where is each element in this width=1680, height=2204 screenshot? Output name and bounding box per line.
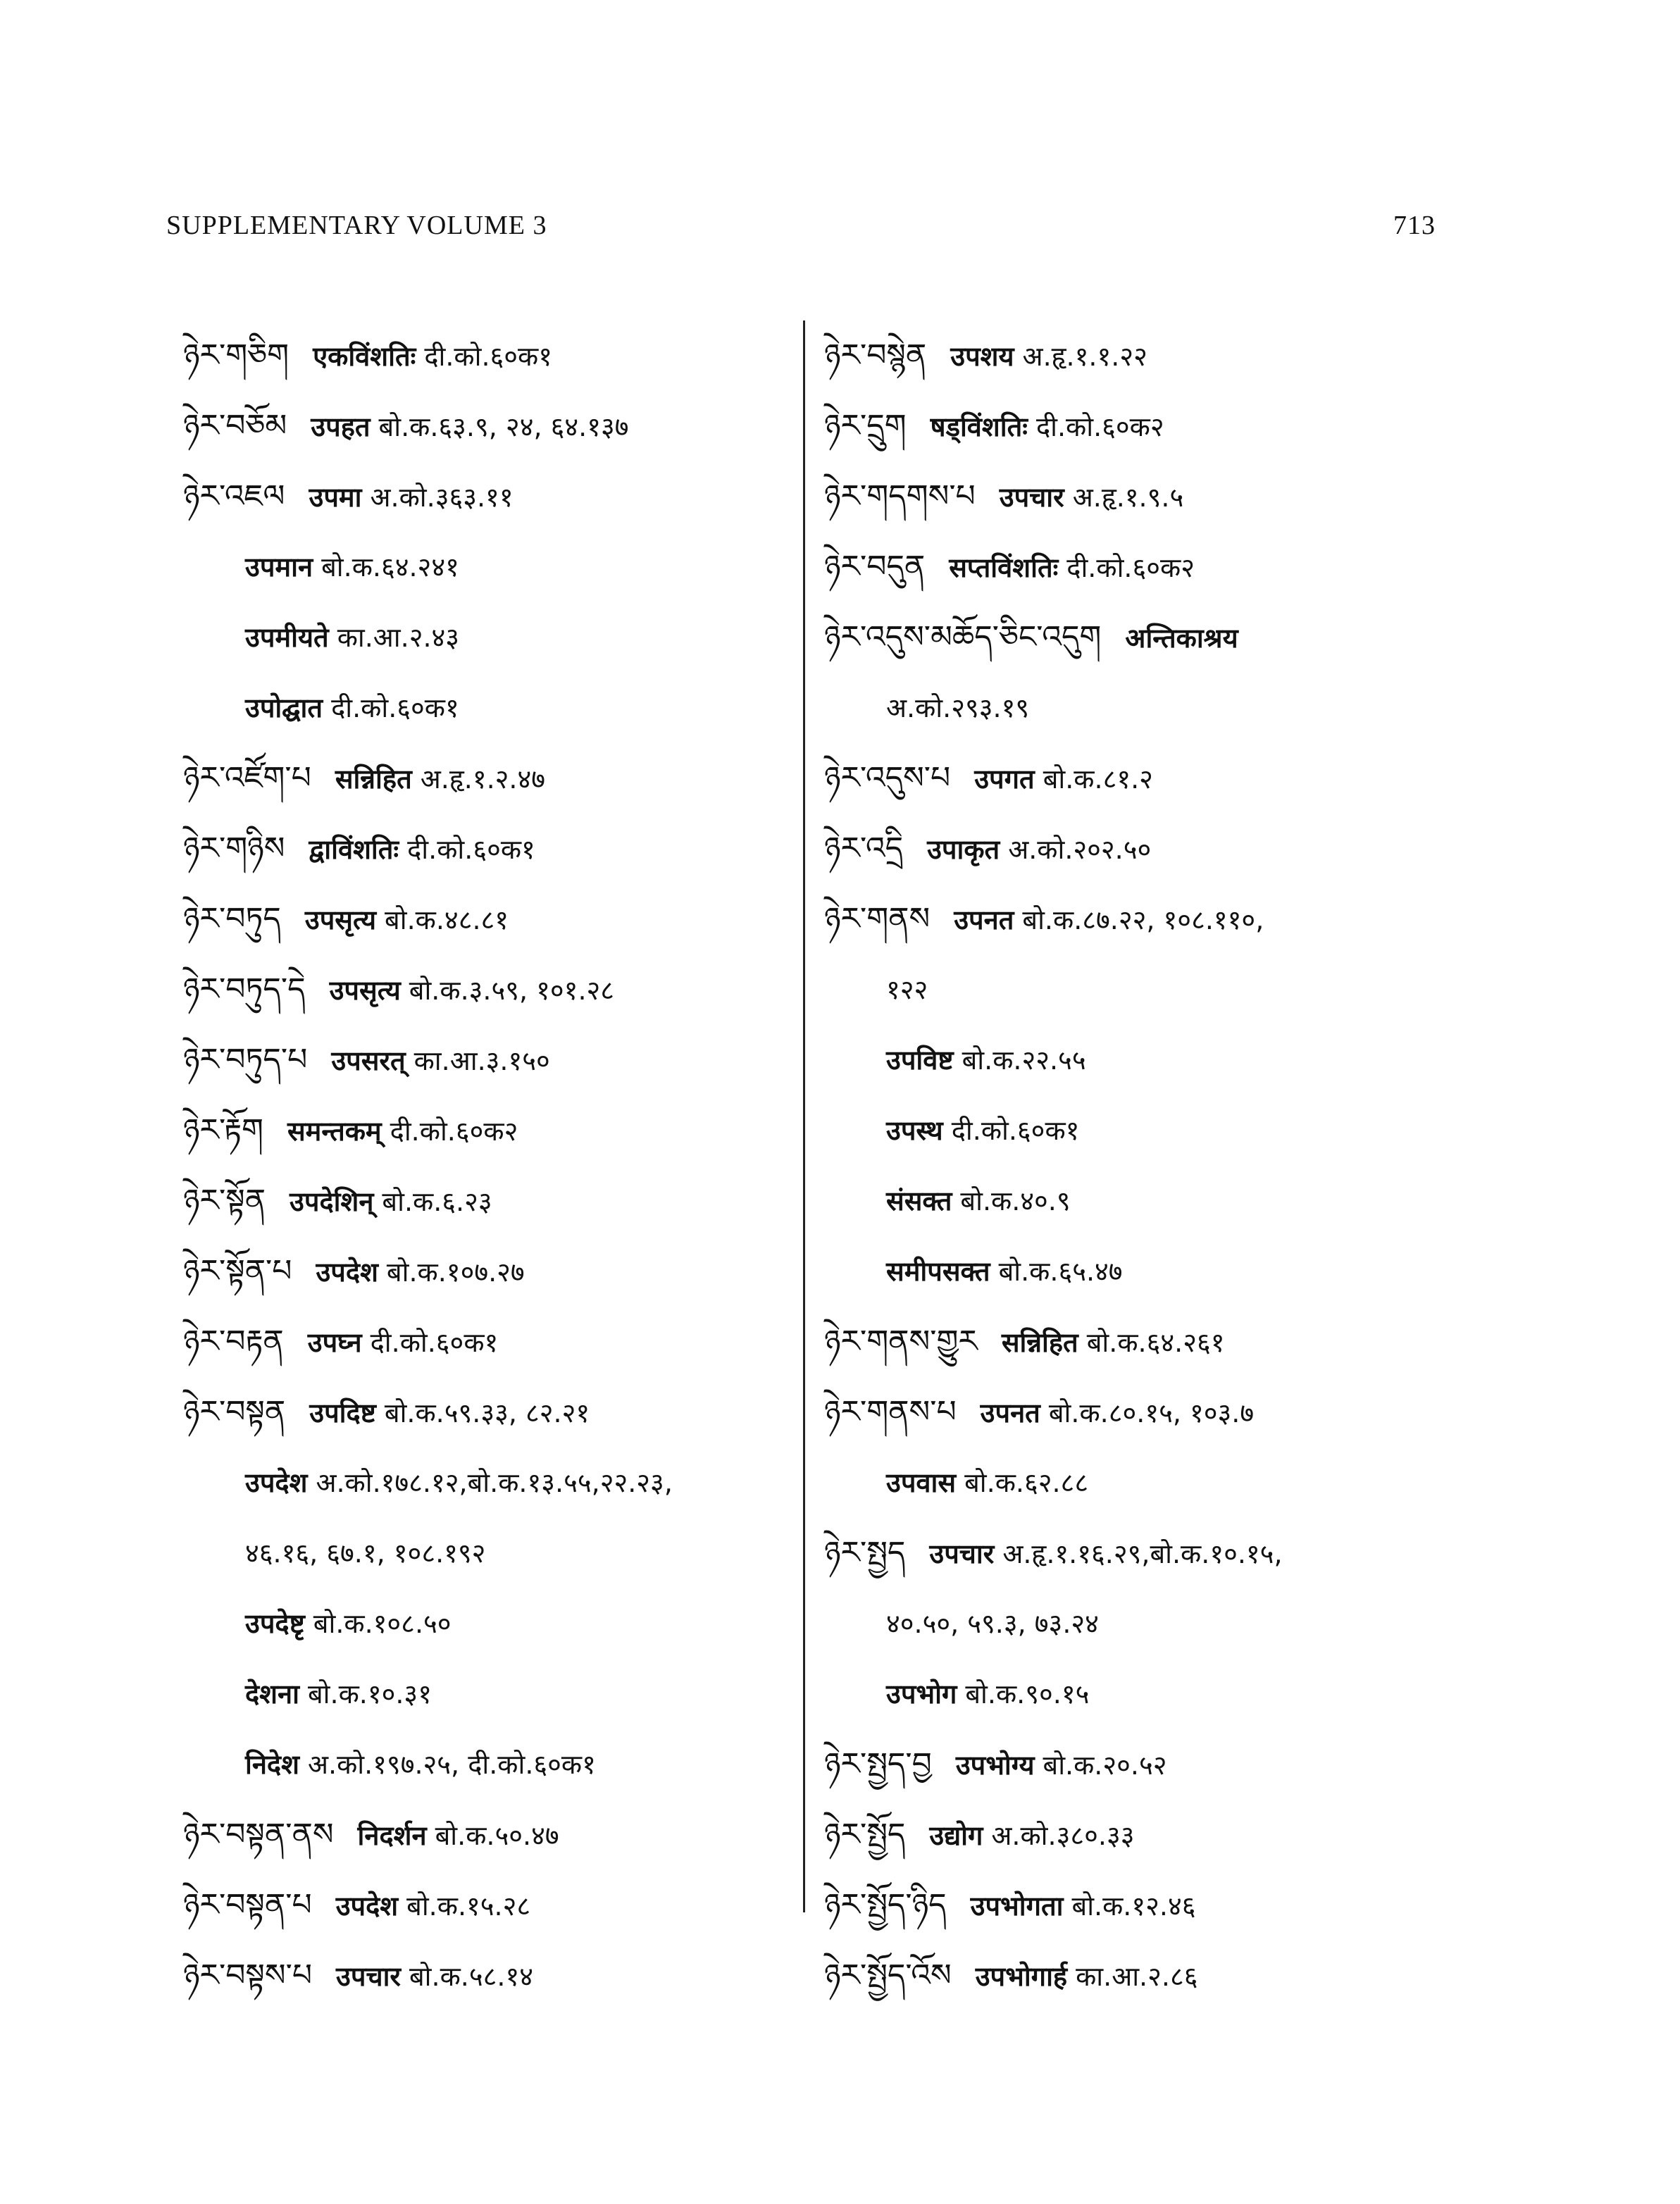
dictionary-entry bbox=[183, 391, 789, 461]
dictionary-entry bbox=[824, 1870, 1458, 1941]
tibetan-term: ཉེར་བརྟན bbox=[183, 1324, 284, 1359]
source-reference: बो.क.५०.४७ bbox=[435, 1820, 559, 1851]
source-reference: अ.हृ.१.२.४७ bbox=[420, 764, 546, 795]
source-reference: दी.को.६०क१ bbox=[370, 1327, 499, 1358]
dictionary-entry bbox=[824, 1307, 1458, 1377]
sub-entry bbox=[183, 1588, 789, 1659]
dictionary-entry bbox=[824, 1729, 1458, 1800]
sanskrit-headword: उपभोगार्ह bbox=[975, 1961, 1068, 1992]
source-reference: बो.क.८०.१५, १०३.७ bbox=[1048, 1397, 1255, 1428]
sanskrit-headword: देशना bbox=[245, 1679, 299, 1710]
dictionary-entry bbox=[824, 391, 1458, 461]
sub-entry bbox=[824, 1447, 1458, 1518]
sanskrit-headword: उद्योग bbox=[929, 1820, 983, 1851]
source-reference: बो.क.१०.३१ bbox=[307, 1679, 432, 1710]
dictionary-entry bbox=[824, 1941, 1458, 2011]
sub-entry bbox=[183, 602, 789, 673]
source-reference: अ.को.२०२.५० bbox=[1008, 834, 1152, 865]
running-header: SUPPLEMENTARY VOLUME 3 bbox=[166, 211, 547, 240]
source-reference: अ.हृ.१.१६.२९,बो.क.१०.१५, bbox=[1002, 1538, 1283, 1569]
right-column bbox=[824, 320, 1458, 2011]
sanskrit-headword: उपहत bbox=[311, 411, 371, 442]
source-reference: बो.क.६३.९, २४, ६४.१३७ bbox=[378, 411, 629, 442]
tibetan-term: ཉེར་གཉིས bbox=[183, 830, 285, 866]
dictionary-entry bbox=[183, 1166, 789, 1236]
sanskrit-headword: एकविंशतिः bbox=[313, 341, 416, 372]
sanskrit-headword: उपनत bbox=[954, 904, 1014, 935]
tibetan-term: ཉེར་འཇལ bbox=[183, 478, 285, 514]
dictionary-entry bbox=[183, 320, 789, 391]
tibetan-term: ཉེར་འདུས་པ bbox=[824, 760, 951, 796]
tibetan-term: ཉེར་བསྟས་པ bbox=[183, 1957, 313, 1993]
tibetan-term: ཉེར་རྟོག bbox=[183, 1112, 263, 1148]
sanskrit-headword: सन्निहित bbox=[335, 764, 412, 795]
tibetan-term: ཉེར་སྤྱོད་འོས bbox=[824, 1957, 952, 1993]
source-reference: बो.क.८१.२ bbox=[1043, 764, 1153, 795]
dictionary-entry bbox=[183, 1800, 789, 1870]
tibetan-term: ཉེར་གནས bbox=[824, 901, 931, 937]
dictionary-entry bbox=[183, 461, 789, 532]
tibetan-term: ཉེར་སྤྱོད bbox=[824, 1817, 906, 1853]
sub-entry bbox=[824, 1659, 1458, 1729]
dictionary-entry bbox=[824, 602, 1458, 673]
dictionary-entry bbox=[824, 320, 1458, 391]
dictionary-entry bbox=[183, 1377, 789, 1447]
dictionary-entry bbox=[824, 1518, 1458, 1588]
dictionary-entry bbox=[824, 532, 1458, 602]
tibetan-term: ཉེར་བསྟན bbox=[183, 1394, 286, 1430]
sanskrit-headword: द्वाविंशतिः bbox=[309, 834, 399, 865]
continuation-line bbox=[824, 673, 1458, 743]
source-reference: बो.क.६५.४७ bbox=[998, 1256, 1123, 1287]
dictionary-entry bbox=[183, 1307, 789, 1377]
sanskrit-headword: उपसरत् bbox=[331, 1045, 406, 1076]
dictionary-entry bbox=[183, 743, 789, 814]
sanskrit-headword: उपस्थ bbox=[886, 1115, 943, 1146]
dictionary-entry bbox=[183, 954, 789, 1025]
page-number: 713 bbox=[1393, 211, 1436, 240]
sanskrit-headword: उपदेशिन् bbox=[290, 1186, 374, 1217]
sanskrit-headword: उपमा bbox=[309, 482, 362, 513]
source-reference: अ.को.३८०.३३ bbox=[991, 1820, 1135, 1851]
sub-entry bbox=[824, 1025, 1458, 1095]
source-reference: बो.क.१५.२८ bbox=[406, 1891, 531, 1922]
dictionary-entry bbox=[183, 814, 789, 884]
source-reference: दी.को.६०क२ bbox=[1066, 552, 1195, 583]
dictionary-entry bbox=[183, 1236, 789, 1307]
source-reference: अ.को.१७८.१२,बो.क.१३.५५,२२.२३, bbox=[316, 1467, 673, 1498]
source-reference: बो.क.१०७.२७ bbox=[386, 1257, 525, 1288]
column-divider bbox=[803, 320, 805, 1912]
source-reference: बो.क.५८.१४ bbox=[409, 1961, 533, 1992]
dictionary-entry bbox=[824, 1800, 1458, 1870]
tibetan-term: ཉེར་གདགས་པ bbox=[824, 478, 976, 514]
dictionary-entry bbox=[824, 814, 1458, 884]
tibetan-term: ཉེར་བཏུད་པ bbox=[183, 1042, 308, 1078]
dictionary-entry bbox=[183, 1095, 789, 1166]
tibetan-term: ཉེར་བཏུད་དེ bbox=[183, 971, 306, 1007]
sanskrit-headword: उपसृत्य bbox=[304, 904, 377, 935]
sub-entry bbox=[183, 1447, 789, 1518]
dictionary-entry bbox=[183, 884, 789, 954]
source-reference: बो.क.४८.८१ bbox=[385, 904, 509, 935]
sanskrit-headword: उपदेश bbox=[335, 1891, 399, 1922]
tibetan-term: ཉེར་གཅིག bbox=[183, 337, 290, 373]
source-reference: बो.क.१०८.५० bbox=[313, 1608, 452, 1639]
source-reference: बो.क.९०.१५ bbox=[965, 1679, 1090, 1710]
source-reference: १२२ bbox=[886, 974, 928, 1005]
tibetan-term: ཉེར་སྤྱོད་ཉིད bbox=[824, 1887, 947, 1923]
sub-entry bbox=[183, 532, 789, 602]
tibetan-term: ཉེར་སྤྱད་བྱ bbox=[824, 1746, 932, 1782]
sanskrit-headword: उपदेश bbox=[245, 1467, 308, 1498]
sanskrit-headword: सप्तविंशतिः bbox=[949, 552, 1059, 583]
tibetan-term: ཉེར་བསྙེན bbox=[824, 337, 927, 373]
source-reference: का.आ.३.१५० bbox=[413, 1045, 550, 1076]
dictionary-entry bbox=[824, 461, 1458, 532]
sanskrit-headword: उपमान bbox=[245, 552, 313, 583]
source-reference: अ.को.२९३.१९ bbox=[886, 692, 1030, 723]
source-reference: अ.को.३६३.११ bbox=[370, 482, 514, 513]
tibetan-term: ཉེར་བསྟན་ནས bbox=[183, 1817, 334, 1853]
sub-entry bbox=[183, 1659, 789, 1729]
tibetan-term: ཉེར་དྲུག bbox=[824, 408, 907, 444]
sanskrit-headword: समन्तकम् bbox=[287, 1116, 382, 1147]
source-reference: का.आ.२.४३ bbox=[337, 622, 460, 653]
sub-entry bbox=[824, 1166, 1458, 1236]
continuation-line bbox=[824, 1588, 1458, 1659]
source-reference: बो.क.१२.४६ bbox=[1071, 1891, 1196, 1922]
sanskrit-headword: निदेश bbox=[245, 1749, 299, 1780]
dictionary-entry bbox=[824, 743, 1458, 814]
sanskrit-headword: उपनत bbox=[980, 1397, 1040, 1428]
tibetan-term: ཉེར་བཅོམ bbox=[183, 408, 287, 444]
sanskrit-headword: उपाकृत bbox=[927, 834, 1000, 865]
left-column bbox=[183, 320, 789, 2011]
continuation-line bbox=[183, 1518, 789, 1588]
sanskrit-headword: उपभोग्य bbox=[955, 1750, 1035, 1781]
tibetan-term: ཉེར་འདྲི bbox=[824, 830, 904, 866]
tibetan-term: ཉེར་གནས་གྱུར bbox=[824, 1324, 978, 1359]
tibetan-term: ཉེར་སྟོན་པ bbox=[183, 1253, 292, 1289]
source-reference: अ.हृ.१.१.२२ bbox=[1022, 341, 1147, 372]
tibetan-term: ཉེར་གནས་པ bbox=[824, 1394, 957, 1430]
tibetan-term: ཉེར་འདུས་མཆོད་ཅིང་འདུག bbox=[824, 619, 1102, 655]
source-reference: दी.को.६०क२ bbox=[1035, 411, 1164, 442]
tibetan-term: ཉེར་སྟོན bbox=[183, 1183, 266, 1219]
sanskrit-headword: षड्विंशतिः bbox=[930, 411, 1028, 442]
source-reference: बो.क.४०.९ bbox=[960, 1185, 1071, 1216]
source-reference: ४६.१६, ६७.१, १०८.१९२ bbox=[245, 1538, 486, 1569]
sub-entry bbox=[183, 1729, 789, 1800]
source-reference: बो.क.३.५९, १०१.२८ bbox=[409, 975, 615, 1006]
source-reference: अ.हृ.१.९.५ bbox=[1072, 482, 1184, 513]
dictionary-entry bbox=[824, 884, 1458, 954]
source-reference: बो.क.२०.५२ bbox=[1043, 1750, 1167, 1781]
dictionary-entry bbox=[183, 1025, 789, 1095]
tibetan-term: ཉེར་འཛོག་པ bbox=[183, 760, 311, 796]
sanskrit-headword: उपचार bbox=[336, 1961, 401, 1992]
source-reference: बो.क.८७.२२, १०८.११०, bbox=[1022, 904, 1264, 935]
source-reference: दी.को.६०क१ bbox=[331, 692, 459, 723]
sanskrit-headword: उपदिष्ट bbox=[309, 1397, 376, 1428]
sanskrit-headword: उपघ्न bbox=[307, 1327, 362, 1358]
sanskrit-headword: उपदेश bbox=[316, 1257, 378, 1288]
sanskrit-headword: उपवास bbox=[886, 1467, 957, 1498]
tibetan-term: ཉེར་བསྟན་པ bbox=[183, 1887, 312, 1923]
dictionary-entry bbox=[183, 1941, 789, 2011]
sub-entry bbox=[183, 673, 789, 743]
source-reference: ४०.५०, ५९.३, ७३.२४ bbox=[886, 1608, 1099, 1639]
sanskrit-headword: समीपसक्त bbox=[886, 1256, 990, 1287]
source-reference: बो.क.६४.२६१ bbox=[1086, 1327, 1225, 1358]
sanskrit-headword: अन्तिकाश्रय bbox=[1125, 623, 1238, 654]
source-reference: बो.क.६२.८८ bbox=[964, 1467, 1089, 1498]
sanskrit-headword: उपभोग bbox=[886, 1679, 957, 1710]
source-reference: अ.को.१९७.२५, दी.को.६०क१ bbox=[307, 1749, 596, 1780]
sanskrit-headword: उपगत bbox=[974, 764, 1035, 795]
source-reference: बो.क.२२.५५ bbox=[962, 1045, 1086, 1076]
sanskrit-headword: उपभोगता bbox=[970, 1891, 1064, 1922]
tibetan-term: ཉེར་བདུན bbox=[824, 549, 926, 585]
tibetan-term: ཉེར་སྤྱད bbox=[824, 1535, 906, 1571]
sanskrit-headword: उपचार bbox=[999, 482, 1064, 513]
sub-entry bbox=[824, 1095, 1458, 1166]
source-reference: दी.को.६०क२ bbox=[390, 1116, 518, 1147]
sanskrit-headword: उपमीयते bbox=[245, 622, 329, 653]
sanskrit-headword: उपविष्ट bbox=[886, 1045, 954, 1076]
dictionary-entry bbox=[183, 1870, 789, 1941]
sanskrit-headword: उपसृत्य bbox=[329, 975, 401, 1006]
source-reference: दी.को.६०क१ bbox=[424, 341, 552, 372]
sanskrit-headword: संसक्त bbox=[886, 1185, 952, 1216]
source-reference: का.आ.२.८६ bbox=[1076, 1961, 1198, 1992]
sanskrit-headword: उपदेष्टृ bbox=[245, 1608, 305, 1639]
sanskrit-headword: उपशय bbox=[950, 341, 1014, 372]
sub-entry bbox=[824, 1236, 1458, 1307]
source-reference: बो.क.६४.२४१ bbox=[321, 552, 459, 583]
dictionary-entry bbox=[824, 1377, 1458, 1447]
source-reference: दी.को.६०क१ bbox=[951, 1115, 1080, 1146]
sanskrit-headword: सन्निहित bbox=[1001, 1327, 1078, 1358]
sanskrit-headword: उपचार bbox=[929, 1538, 995, 1569]
source-reference: बो.क.५९.३३, ८२.२१ bbox=[384, 1397, 590, 1428]
continuation-line bbox=[824, 954, 1458, 1025]
source-reference: दी.को.६०क१ bbox=[407, 834, 535, 865]
source-reference: बो.क.६.२३ bbox=[382, 1186, 492, 1217]
sanskrit-headword: उपोद्घात bbox=[245, 692, 323, 723]
sanskrit-headword: निदर्शन bbox=[357, 1820, 427, 1851]
tibetan-term: ཉེར་བཏུད bbox=[183, 901, 281, 937]
